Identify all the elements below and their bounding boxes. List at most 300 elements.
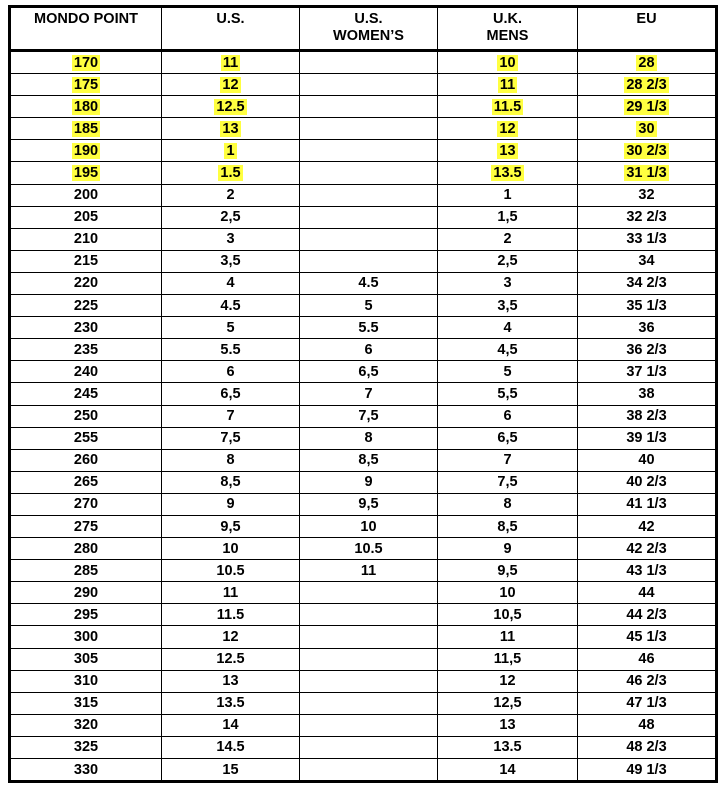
cell-value: 4.5 [220, 297, 241, 314]
cell-value: 315 [73, 695, 99, 712]
header-eu [578, 7, 717, 51]
cell-uk-mens [438, 295, 578, 317]
cell-mondo-point [10, 96, 162, 118]
cell-mondo-point [10, 228, 162, 250]
cell-value: 15 [222, 761, 239, 778]
cell-uk-mens [438, 383, 578, 405]
cell-eu [578, 493, 717, 515]
cell-us-womens [300, 714, 438, 736]
cell-us-womens [300, 427, 438, 449]
cell-value: 3 [226, 231, 235, 248]
table-row [10, 96, 717, 118]
cell-mondo-point [10, 736, 162, 758]
cell-value: 14 [499, 761, 516, 778]
cell-mondo-point [10, 604, 162, 626]
cell-eu [578, 295, 717, 317]
cell-value: 7 [364, 385, 373, 402]
cell-us [162, 493, 300, 515]
table-row [10, 118, 717, 140]
cell-us-womens [300, 272, 438, 294]
cell-uk-mens [438, 471, 578, 493]
cell-value: 10,5 [493, 606, 522, 623]
cell-mondo-point [10, 560, 162, 582]
cell-us [162, 184, 300, 206]
cell-uk-mens [438, 714, 578, 736]
cell-eu [578, 339, 717, 361]
cell-value: 325 [73, 739, 99, 756]
cell-value: 285 [73, 562, 99, 579]
cell-value: 7 [226, 408, 235, 425]
cell-uk-mens [438, 759, 578, 782]
header-label: MONDO POINT [34, 11, 138, 27]
cell-value: 1.5 [220, 165, 241, 182]
cell-uk-mens [438, 51, 578, 74]
table-row [10, 626, 717, 648]
cell-value: 260 [73, 452, 99, 469]
cell-us-womens [300, 118, 438, 140]
cell-uk-mens [438, 250, 578, 272]
cell-eu [578, 427, 717, 449]
cell-mondo-point [10, 759, 162, 782]
cell-value: 30 2/3 [626, 142, 667, 159]
cell-eu [578, 648, 717, 670]
cell-mondo-point [10, 538, 162, 560]
cell-us-womens [300, 604, 438, 626]
cell-value: 220 [73, 275, 99, 292]
cell-us [162, 692, 300, 714]
cell-us-womens [300, 405, 438, 427]
cell-value: 10 [499, 584, 516, 601]
table-row [10, 736, 717, 758]
table-row [10, 228, 717, 250]
cell-value: 13 [222, 120, 239, 137]
cell-value: 1 [503, 187, 512, 204]
cell-us-womens [300, 626, 438, 648]
table-row [10, 405, 717, 427]
cell-value: 12.5 [216, 651, 245, 668]
cell-us [162, 648, 300, 670]
cell-mondo-point [10, 405, 162, 427]
cell-us-womens [300, 250, 438, 272]
cell-value: 280 [73, 540, 99, 557]
cell-value: 11 [499, 628, 516, 645]
header-us [162, 7, 300, 51]
cell-value: 38 [638, 385, 655, 402]
cell-value: 29 1/3 [626, 98, 667, 115]
header-row [10, 7, 717, 51]
cell-value: 8,5 [220, 474, 241, 491]
cell-mondo-point [10, 670, 162, 692]
cell-eu [578, 162, 717, 184]
cell-value: 36 2/3 [626, 341, 667, 358]
header-label: U.S. [216, 11, 245, 27]
cell-value: 6,5 [358, 363, 379, 380]
cell-value: 14 [222, 717, 239, 734]
cell-value: 13.5 [493, 739, 522, 756]
cell-us-womens [300, 96, 438, 118]
cell-eu [578, 51, 717, 74]
cell-value: 215 [73, 253, 99, 270]
cell-us [162, 162, 300, 184]
cell-us-womens [300, 140, 438, 162]
cell-value: 5 [503, 363, 512, 380]
cell-value: 2 [226, 187, 235, 204]
cell-us-womens [300, 383, 438, 405]
cell-value: 3,5 [220, 253, 241, 270]
cell-eu [578, 604, 717, 626]
cell-value: 10 [222, 540, 239, 557]
cell-value: 28 [638, 54, 655, 71]
cell-us-womens [300, 317, 438, 339]
header-label: MENS [486, 28, 529, 44]
cell-value: 2,5 [220, 209, 241, 226]
cell-uk-mens [438, 560, 578, 582]
cell-us-womens [300, 449, 438, 471]
cell-eu [578, 692, 717, 714]
cell-value: 44 2/3 [626, 606, 667, 623]
cell-eu [578, 759, 717, 782]
cell-mondo-point [10, 51, 162, 74]
cell-value: 6 [503, 408, 512, 425]
cell-value: 48 [638, 717, 655, 734]
cell-us [162, 626, 300, 648]
size-conversion-chart [8, 5, 715, 785]
cell-value: 41 1/3 [626, 496, 667, 513]
cell-value: 12 [499, 120, 516, 137]
cell-value: 9,5 [220, 518, 241, 535]
cell-us [162, 714, 300, 736]
cell-us [162, 74, 300, 96]
cell-eu [578, 626, 717, 648]
cell-value: 4 [503, 319, 512, 336]
cell-value: 295 [73, 606, 99, 623]
cell-value: 8 [503, 496, 512, 513]
cell-us-womens [300, 560, 438, 582]
cell-us [162, 383, 300, 405]
table-row [10, 471, 717, 493]
cell-mondo-point [10, 582, 162, 604]
cell-uk-mens [438, 670, 578, 692]
cell-us [162, 449, 300, 471]
cell-mondo-point [10, 206, 162, 228]
cell-value: 275 [73, 518, 99, 535]
cell-us-womens [300, 515, 438, 537]
cell-us-womens [300, 74, 438, 96]
cell-value: 32 [638, 187, 655, 204]
cell-uk-mens [438, 184, 578, 206]
cell-value: 6 [226, 363, 235, 380]
header-label: U.S. [354, 11, 383, 27]
cell-us [162, 339, 300, 361]
table-row [10, 339, 717, 361]
cell-us-womens [300, 670, 438, 692]
cell-us [162, 759, 300, 782]
cell-mondo-point [10, 361, 162, 383]
cell-value: 14.5 [216, 739, 245, 756]
cell-us [162, 471, 300, 493]
cell-us-womens [300, 361, 438, 383]
cell-value: 13 [222, 673, 239, 690]
cell-value: 305 [73, 651, 99, 668]
cell-value: 3 [503, 275, 512, 292]
cell-us [162, 96, 300, 118]
cell-value: 48 2/3 [626, 739, 667, 756]
cell-value: 13 [499, 717, 516, 734]
cell-us [162, 140, 300, 162]
cell-value: 10.5 [216, 562, 245, 579]
cell-value: 9 [226, 496, 235, 513]
cell-mondo-point [10, 339, 162, 361]
header-label: U.K. [493, 11, 522, 27]
table-row [10, 361, 717, 383]
cell-us-womens [300, 228, 438, 250]
cell-value: 250 [73, 408, 99, 425]
cell-us [162, 206, 300, 228]
cell-us [162, 295, 300, 317]
cell-value: 10 [499, 54, 516, 71]
cell-value: 5 [364, 297, 373, 314]
cell-mondo-point [10, 692, 162, 714]
table-row [10, 206, 717, 228]
cell-value: 13.5 [216, 695, 245, 712]
cell-value: 12 [222, 628, 239, 645]
cell-value: 11 [360, 562, 377, 579]
cell-value: 49 1/3 [626, 761, 667, 778]
cell-value: 270 [73, 496, 99, 513]
cell-us [162, 405, 300, 427]
cell-eu [578, 515, 717, 537]
cell-value: 240 [73, 363, 99, 380]
cell-value: 5,5 [497, 385, 518, 402]
cell-value: 265 [73, 474, 99, 491]
cell-value: 32 2/3 [626, 209, 667, 226]
cell-value: 11 [222, 584, 239, 601]
cell-value: 200 [73, 187, 99, 204]
cell-us-womens [300, 493, 438, 515]
cell-value: 10.5 [354, 540, 383, 557]
cell-value: 37 1/3 [626, 363, 667, 380]
cell-eu [578, 538, 717, 560]
table-row [10, 162, 717, 184]
cell-value: 11.5 [216, 606, 245, 623]
cell-mondo-point [10, 317, 162, 339]
cell-value: 11 [222, 54, 239, 71]
cell-uk-mens [438, 317, 578, 339]
cell-eu [578, 449, 717, 471]
cell-us-womens [300, 582, 438, 604]
cell-eu [578, 714, 717, 736]
cell-value: 210 [73, 231, 99, 248]
cell-uk-mens [438, 736, 578, 758]
table-row [10, 560, 717, 582]
cell-value: 30 [638, 120, 655, 137]
table-row [10, 140, 717, 162]
cell-uk-mens [438, 449, 578, 471]
table-row [10, 317, 717, 339]
cell-us-womens [300, 648, 438, 670]
cell-mondo-point [10, 295, 162, 317]
cell-value: 12,5 [493, 695, 522, 712]
cell-value: 195 [73, 165, 99, 182]
header-label: EU [636, 11, 657, 27]
cell-value: 11 [499, 76, 516, 93]
cell-us [162, 228, 300, 250]
cell-us-womens [300, 162, 438, 184]
table-row [10, 692, 717, 714]
cell-uk-mens [438, 604, 578, 626]
cell-value: 7,5 [358, 408, 379, 425]
cell-eu [578, 560, 717, 582]
cell-mondo-point [10, 714, 162, 736]
cell-value: 190 [73, 142, 99, 159]
cell-value: 225 [73, 297, 99, 314]
cell-value: 13 [499, 142, 516, 159]
cell-value: 35 1/3 [626, 297, 667, 314]
cell-us [162, 582, 300, 604]
cell-uk-mens [438, 515, 578, 537]
cell-mondo-point [10, 250, 162, 272]
cell-eu [578, 250, 717, 272]
cell-mondo-point [10, 383, 162, 405]
cell-value: 6,5 [497, 430, 518, 447]
cell-value: 5.5 [358, 319, 379, 336]
cell-us [162, 361, 300, 383]
cell-value: 36 [638, 319, 655, 336]
cell-eu [578, 74, 717, 96]
cell-us-womens [300, 471, 438, 493]
cell-mondo-point [10, 449, 162, 471]
cell-value: 40 2/3 [626, 474, 667, 491]
cell-value: 230 [73, 319, 99, 336]
cell-uk-mens [438, 361, 578, 383]
cell-value: 9 [503, 540, 512, 557]
cell-us [162, 51, 300, 74]
cell-value: 9,5 [358, 496, 379, 513]
cell-value: 235 [73, 341, 99, 358]
cell-us [162, 317, 300, 339]
cell-uk-mens [438, 626, 578, 648]
cell-eu [578, 405, 717, 427]
cell-value: 7,5 [220, 430, 241, 447]
cell-us-womens [300, 51, 438, 74]
cell-value: 170 [73, 54, 99, 71]
cell-us [162, 118, 300, 140]
cell-us-womens [300, 295, 438, 317]
header-mondo-point [10, 7, 162, 51]
cell-eu [578, 582, 717, 604]
cell-value: 185 [73, 120, 99, 137]
cell-uk-mens [438, 427, 578, 449]
cell-value: 320 [73, 717, 99, 734]
cell-value: 34 2/3 [626, 275, 667, 292]
table-row [10, 714, 717, 736]
cell-value: 40 [638, 452, 655, 469]
cell-mondo-point [10, 493, 162, 515]
cell-us [162, 250, 300, 272]
cell-value: 10 [360, 518, 377, 535]
cell-uk-mens [438, 648, 578, 670]
cell-eu [578, 670, 717, 692]
table-row [10, 759, 717, 782]
cell-value: 2,5 [497, 253, 518, 270]
cell-uk-mens [438, 118, 578, 140]
cell-eu [578, 317, 717, 339]
cell-value: 1,5 [497, 209, 518, 226]
cell-us-womens [300, 736, 438, 758]
cell-value: 6,5 [220, 385, 241, 402]
cell-eu [578, 228, 717, 250]
cell-value: 9,5 [497, 562, 518, 579]
cell-value: 180 [73, 98, 99, 115]
cell-value: 47 1/3 [626, 695, 667, 712]
cell-uk-mens [438, 582, 578, 604]
header-us-womens [300, 7, 438, 51]
table-row [10, 604, 717, 626]
cell-mondo-point [10, 140, 162, 162]
cell-us [162, 427, 300, 449]
cell-eu [578, 184, 717, 206]
cell-value: 4,5 [497, 341, 518, 358]
cell-uk-mens [438, 74, 578, 96]
cell-us [162, 538, 300, 560]
cell-value: 300 [73, 628, 99, 645]
table-row [10, 184, 717, 206]
cell-value: 12.5 [216, 98, 245, 115]
cell-value: 46 [638, 651, 655, 668]
cell-value: 330 [73, 761, 99, 778]
cell-uk-mens [438, 272, 578, 294]
cell-uk-mens [438, 140, 578, 162]
table-row [10, 272, 717, 294]
cell-mondo-point [10, 118, 162, 140]
cell-uk-mens [438, 538, 578, 560]
cell-uk-mens [438, 96, 578, 118]
cell-value: 8,5 [358, 452, 379, 469]
cell-value: 11.5 [493, 98, 522, 115]
cell-eu [578, 118, 717, 140]
cell-eu [578, 736, 717, 758]
cell-value: 28 2/3 [626, 76, 667, 93]
table-row [10, 74, 717, 96]
cell-value: 42 2/3 [626, 540, 667, 557]
cell-value: 8,5 [497, 518, 518, 535]
cell-us [162, 736, 300, 758]
cell-eu [578, 471, 717, 493]
cell-uk-mens [438, 206, 578, 228]
cell-value: 12 [222, 76, 239, 93]
cell-value: 33 1/3 [626, 231, 667, 248]
cell-value: 44 [638, 584, 655, 601]
cell-value: 1 [226, 142, 235, 159]
cell-value: 45 1/3 [626, 628, 667, 645]
cell-value: 5 [226, 319, 235, 336]
cell-value: 7 [503, 452, 512, 469]
table-row [10, 383, 717, 405]
cell-eu [578, 96, 717, 118]
cell-value: 12 [499, 673, 516, 690]
table-row [10, 538, 717, 560]
table-row [10, 582, 717, 604]
cell-us [162, 560, 300, 582]
cell-value: 310 [73, 673, 99, 690]
cell-value: 2 [503, 231, 512, 248]
cell-uk-mens [438, 228, 578, 250]
table-row [10, 515, 717, 537]
cell-value: 42 [638, 518, 655, 535]
cell-value: 43 1/3 [626, 562, 667, 579]
cell-eu [578, 206, 717, 228]
header-uk-mens [438, 7, 578, 51]
